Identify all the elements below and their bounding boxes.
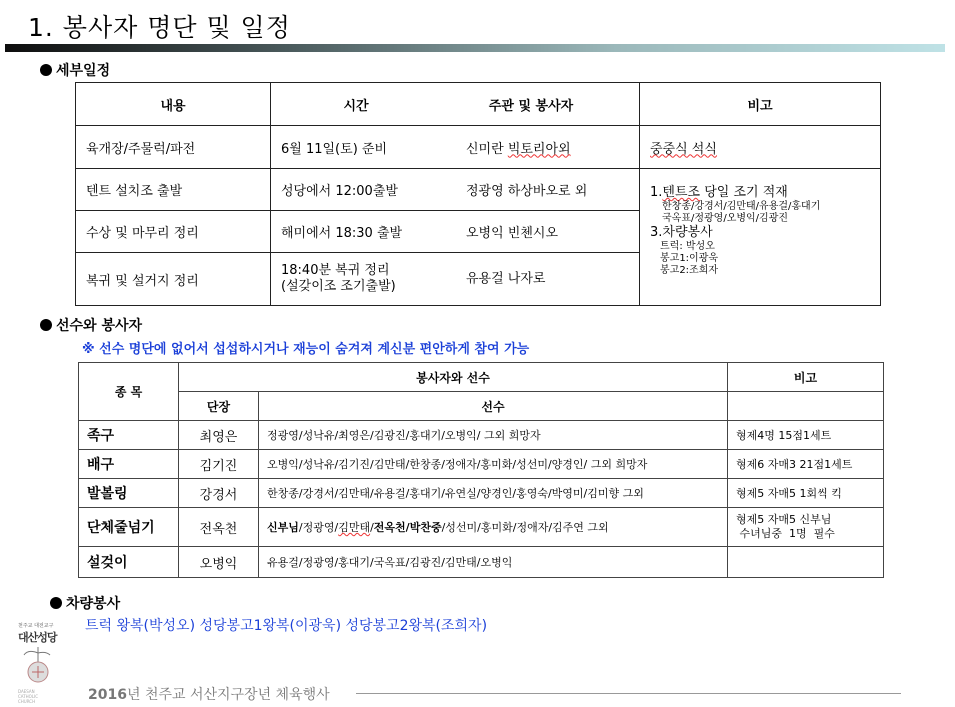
remark-line: 국옥표/정광영/오병익/김광진 <box>662 213 789 224</box>
host-text: 신미란 <box>466 141 508 157</box>
cell-event: 단체줄넘기 <box>79 508 179 547</box>
cell-host: 정광영 하상바오로 외 <box>466 184 588 199</box>
schedule-table <box>75 82 881 306</box>
table-header-row <box>79 363 884 392</box>
remark-line: 수녀님중 1명 필수 <box>736 527 835 540</box>
cell-time: 6월 11일(토) 준비 <box>281 141 388 157</box>
header-time-host <box>271 83 640 126</box>
cell-host <box>466 142 571 157</box>
remark-line: 봉고2:조희자 <box>660 265 719 276</box>
cell-players: 유용걸/정광영/홍대기/국옥표/김광진/김만태/오병익 <box>259 547 728 578</box>
remark-number: 1. <box>650 185 663 200</box>
cell-content: 수상 및 마무리 정리 <box>76 211 271 253</box>
table-row <box>79 479 884 508</box>
church-logo <box>18 622 68 706</box>
cell-time-host <box>271 253 640 306</box>
table-header-row <box>76 83 881 126</box>
header-players: 선수 <box>259 392 728 421</box>
players-text: 김만태 <box>338 521 371 534</box>
logo-emblem-icon <box>18 645 58 685</box>
table-row <box>79 421 884 450</box>
cell-time: 성당에서 12:00출발 <box>281 184 398 199</box>
cell-remark: 형제4명 15점1세트 <box>728 421 884 450</box>
cell-leader: 오병익 <box>179 547 259 578</box>
section-detail-schedule <box>40 60 110 80</box>
cell-time: 해미에서 18:30 출발 <box>281 226 403 241</box>
section-vehicle <box>50 593 120 613</box>
header-content: 내용 <box>76 83 271 126</box>
cell-remark: 형제6 자매3 21점1세트 <box>728 450 884 479</box>
bullet-icon <box>40 64 52 76</box>
header-remark-empty <box>728 392 884 421</box>
table-row <box>79 508 884 547</box>
cell-remark <box>728 508 884 547</box>
remark-text: 중중식 석식 <box>650 141 717 157</box>
bullet-icon <box>50 597 62 609</box>
cell-host: 오병익 빈첸시오 <box>466 226 559 241</box>
header-remark: 비고 <box>728 363 884 392</box>
cell-time-note: (설갖이조 조기출발) <box>281 279 396 294</box>
players-bold: 신부님 <box>267 521 299 534</box>
footer-text: 년 천주교 서산지구장년 체육행사 <box>126 687 330 703</box>
page-title: 1. 봉사자 명단 및 일정 <box>28 13 291 42</box>
section-players-volunteers <box>40 315 142 335</box>
header-leader: 단장 <box>179 392 259 421</box>
footer-year: 2016 <box>88 687 127 703</box>
players-text: /정광영/ <box>298 521 339 534</box>
cell-content: 복귀 및 설거지 정리 <box>76 253 271 306</box>
cell-event: 배구 <box>79 450 179 479</box>
remark-text: 당일 조기 적재 <box>700 185 788 200</box>
title-gradient-bar <box>5 44 945 52</box>
cell-remark: 형제5 자매5 1회씩 킥 <box>728 479 884 508</box>
players-table <box>78 362 884 578</box>
logo-subtitle: 천주교 대전교구 <box>18 623 54 629</box>
table-row <box>79 547 884 578</box>
players-text: /성선미/홍미화/정애자/김주연 그외 <box>441 521 609 534</box>
cell-remark <box>728 547 884 578</box>
cell-time-host <box>271 169 640 211</box>
section-label: 선수와 봉사자 <box>56 318 143 334</box>
cell-content: 텐트 설치조 출발 <box>76 169 271 211</box>
section-label: 세부일정 <box>56 63 111 79</box>
cell-leader: 강경서 <box>179 479 259 508</box>
cell-time-host <box>271 126 640 169</box>
bullet-icon <box>40 319 52 331</box>
remark-line <box>650 185 870 201</box>
cell-leader: 김기진 <box>179 450 259 479</box>
cell-event: 발볼링 <box>79 479 179 508</box>
cell-event: 족구 <box>79 421 179 450</box>
cell-event: 설겆이 <box>79 547 179 578</box>
header-event: 종 목 <box>79 363 179 421</box>
header-host: 주관 및 봉사자 <box>488 98 574 114</box>
logo-english: DAESAN CATHOLIC CHURCH <box>18 689 39 704</box>
remark-text: 텐트조 <box>662 185 701 200</box>
table-row <box>76 169 881 211</box>
cell-remark <box>640 126 881 169</box>
host-text: 빅토리아외 <box>507 141 571 157</box>
remark-line: 한창종/강경서/김만태/유용걸/홍대기 <box>662 201 821 212</box>
header-remark: 비고 <box>640 83 881 126</box>
participation-notice: ※ 선수 명단에 없어서 섭섭하시거나 재능이 숨겨져 계신분 편안하게 참여 가능 <box>82 342 530 357</box>
players-bold: 전옥천/박찬중 <box>373 521 442 534</box>
remark-line: 봉고1:이광욱 <box>660 253 719 264</box>
section-label: 차량봉사 <box>66 596 121 612</box>
table-header-row <box>79 392 884 421</box>
players-text: / <box>370 521 374 534</box>
table-row <box>76 126 881 169</box>
cell-players <box>259 508 728 547</box>
vehicle-text: 트럭 왕복(박성오) 성당봉고1왕복(이광욱) 성당봉고2왕복(조희자) <box>85 618 488 634</box>
cell-content: 육개장/주물럭/파전 <box>76 126 271 169</box>
remark-line: 형제5 자매5 신부님 <box>736 513 832 526</box>
remark-line: 트럭: 박성오 <box>660 241 715 252</box>
cell-players: 오병익/성낙유/김기진/김만태/한창종/정애자/홍미화/성선미/양경인/ 그외 희망자 <box>259 450 728 479</box>
table-row <box>79 450 884 479</box>
cell-players: 정광영/성낙유/최영은/김광진/홍대기/오병익/ 그외 희망자 <box>259 421 728 450</box>
header-group: 봉사자와 선수 <box>179 363 728 392</box>
header-time: 시간 <box>343 98 369 114</box>
footer-title <box>88 684 330 704</box>
footer-divider <box>356 693 901 694</box>
cell-time: 18:40분 복귀 정리 <box>281 263 390 278</box>
logo-name: 대산성당 <box>18 631 57 644</box>
cell-remark-merged <box>640 169 881 306</box>
cell-leader: 전옥천 <box>179 508 259 547</box>
remark-line: 3.차량봉사 <box>650 225 713 240</box>
cell-players: 한창종/강경서/김만태/유용걸/홍대기/유연실/양경인/홍영숙/박영미/김미향 그외 <box>259 479 728 508</box>
cell-leader: 최영은 <box>179 421 259 450</box>
cell-time-host <box>271 211 640 253</box>
cell-host: 유용걸 나자로 <box>466 271 546 287</box>
